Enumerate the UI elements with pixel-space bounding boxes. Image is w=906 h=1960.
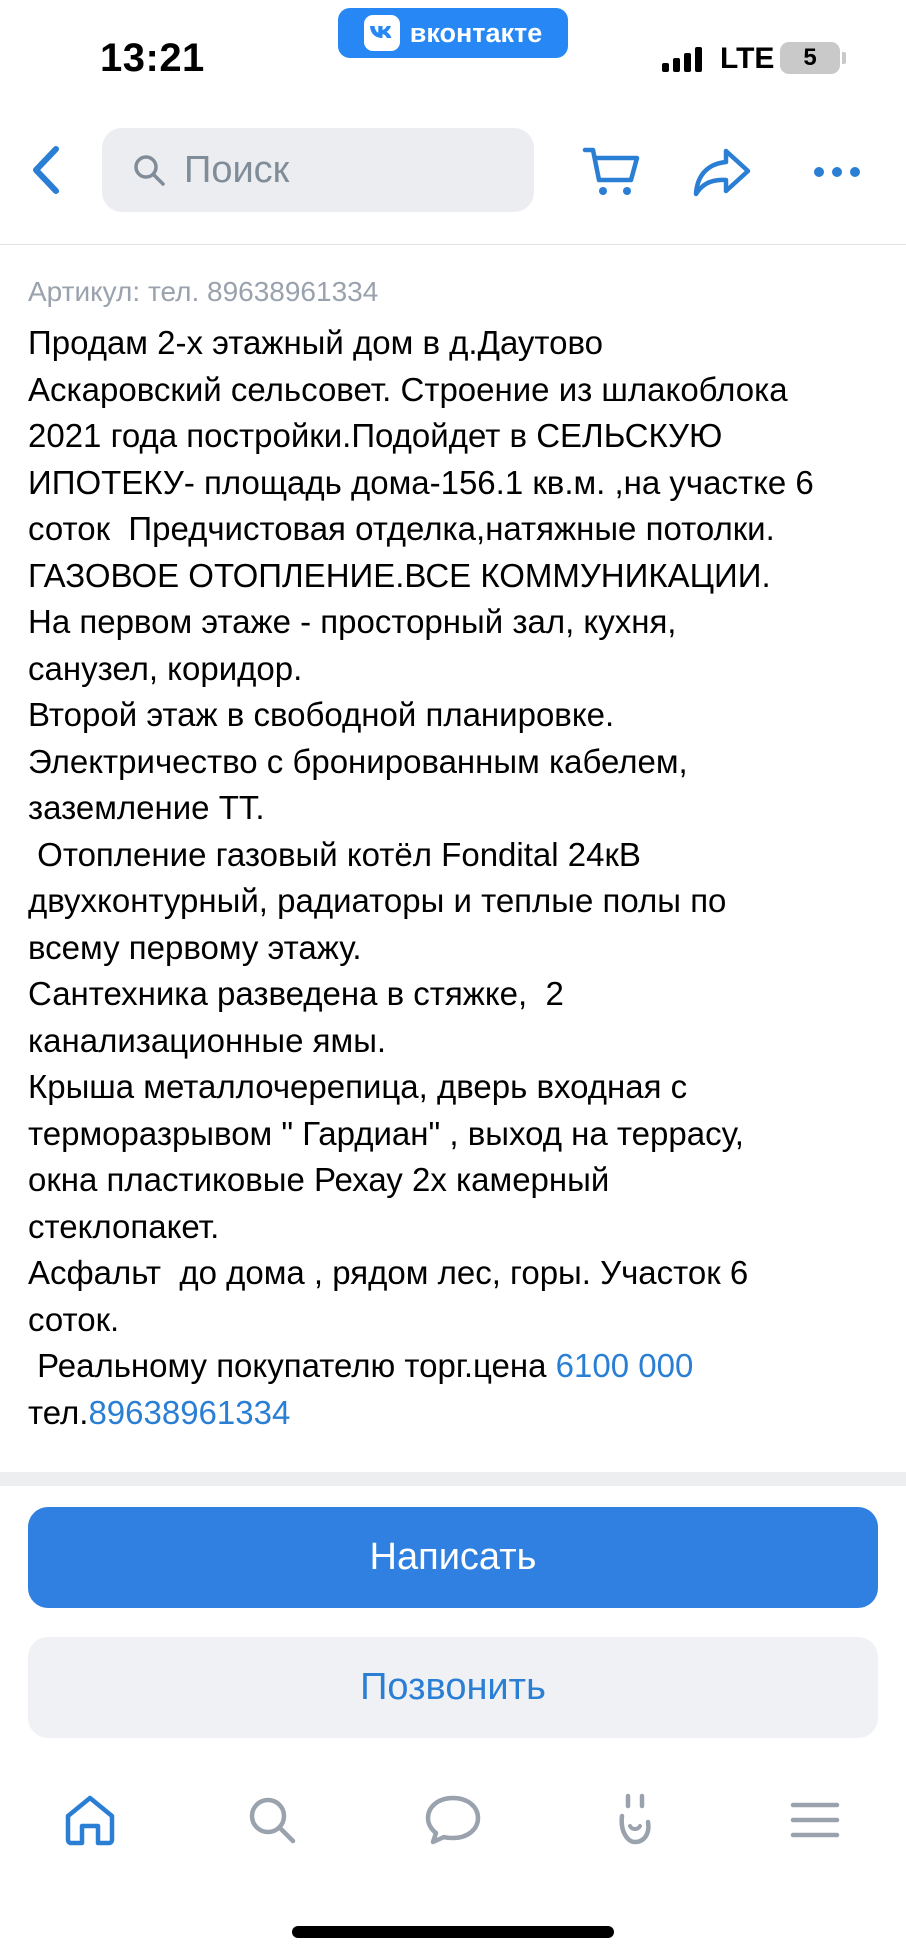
messages-icon (424, 1794, 482, 1846)
article-label: Артикул: (28, 276, 141, 307)
tab-search[interactable] (232, 1780, 312, 1860)
phone-prefix: тел. (28, 1393, 89, 1431)
more-icon (813, 166, 861, 178)
back-button[interactable] (20, 140, 70, 200)
search-icon (132, 153, 166, 187)
tab-clips[interactable] (595, 1780, 675, 1860)
price-link[interactable]: 6100 000 (555, 1347, 694, 1384)
chevron-left-icon (28, 145, 62, 195)
app-banner-label: вконтакте (409, 17, 543, 48)
phone-link[interactable]: 89638961334 (88, 1393, 291, 1431)
more-button[interactable] (805, 140, 869, 204)
write-button[interactable]: Написать (28, 1507, 878, 1608)
status-time: 13:21 (100, 36, 205, 80)
search-input[interactable] (184, 149, 514, 192)
battery-level: 5 (803, 44, 817, 71)
tab-menu[interactable] (775, 1780, 855, 1860)
nav-bar (0, 110, 906, 245)
article-value: тел. 89638961334 (147, 276, 379, 307)
search-field[interactable] (102, 128, 534, 212)
status-bar (0, 0, 906, 110)
call-button[interactable]: Позвонить (28, 1637, 878, 1738)
vk-logo-icon (364, 15, 400, 51)
cart-icon (582, 145, 642, 199)
tab-bar (0, 1780, 906, 1870)
search-icon (246, 1794, 298, 1846)
price-prefix: Реальному покупателю торг.цена (28, 1347, 556, 1384)
signal-icon (662, 46, 702, 72)
article-line (28, 276, 878, 308)
description-text: Продам 2-х этажный дом в д.Даутово Аскаровский сельсовет. Строение из шлакоблока 2021 года постройки.Подойдет в СЕЛЬСКУЮ ИПОТЕКУ- площадь дома-156.1 кв.м. ,на участке 6 соток Предчистовая отделка,натяжные потолки. ГАЗОВОЕ ОТОПЛЕНИЕ.ВСЕ КОММУНИКАЦИИ. На первом этаже - просторный зал, кухня, санузел, коридор. Второй этаж в свободной планировке. Электричество с бронированным кабелем, заземление ТТ. Отопление газовый котёл Fondital 24кВ двухконтурный, радиаторы и теплые полы по всему первому этажу. Сантехника разведена в стяжке, 2 канализационные ямы. Крыша металлочерепица, дверь входная с терморазрывом " Гардиан" , выход на террасу, окна пластиковые Рехау 2х камерный стеклопакет. Асфальт до дома , рядом лес, горы. Участок 6 соток. (28, 324, 814, 1338)
menu-icon (790, 1800, 840, 1840)
app-banner[interactable] (338, 8, 568, 58)
product-card (0, 246, 906, 1472)
battery-icon (780, 42, 840, 74)
section-divider (0, 1472, 906, 1486)
cart-button[interactable] (580, 140, 644, 204)
home-indicator (292, 1926, 614, 1938)
tab-messages[interactable] (413, 1780, 493, 1860)
home-icon (62, 1792, 118, 1848)
battery-tip (842, 52, 846, 64)
product-description (28, 320, 878, 1436)
share-button[interactable] (690, 140, 754, 204)
network-type: LTE (720, 42, 775, 75)
clips-icon (610, 1792, 660, 1848)
share-icon (692, 147, 752, 197)
tab-home[interactable] (50, 1780, 130, 1860)
